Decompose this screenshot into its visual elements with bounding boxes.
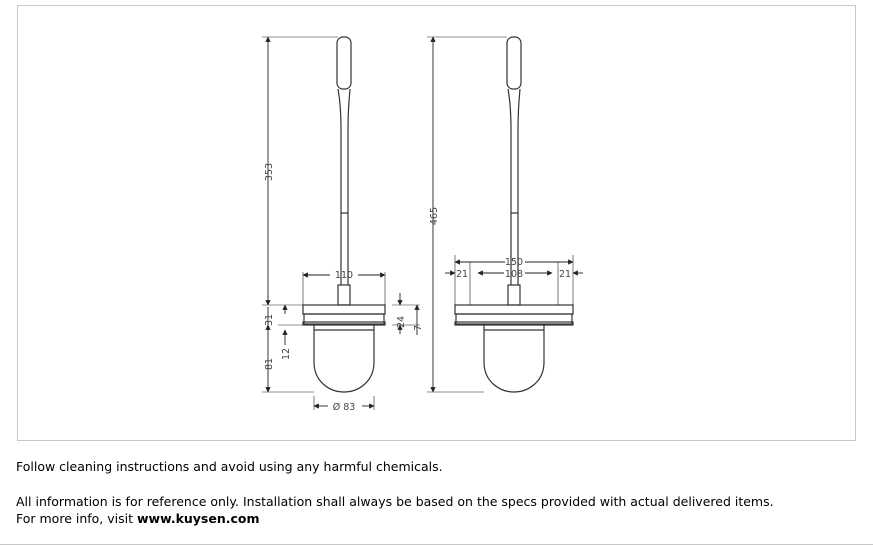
cleaning-note: Follow cleaning instructions and avoid using any harmful chemicals. bbox=[16, 459, 443, 474]
dim-353: 353 bbox=[264, 162, 275, 182]
left-view bbox=[303, 37, 385, 392]
dim-81: 81 bbox=[264, 357, 275, 371]
dim-dia-83: Ø 83 bbox=[332, 402, 356, 413]
dim-31: 31 bbox=[264, 313, 275, 327]
more-info-prefix: For more info, visit bbox=[16, 511, 137, 526]
right-dimensions bbox=[427, 37, 583, 392]
more-info-line bbox=[16, 510, 856, 527]
right-view bbox=[455, 37, 573, 392]
reference-note: All information is for reference only. Installation shall always be based on the specs provided with actual delivered items. bbox=[16, 494, 774, 509]
bottom-divider bbox=[0, 544, 873, 545]
dim-12: 12 bbox=[281, 347, 292, 361]
dim-465: 465 bbox=[429, 206, 440, 226]
dim-21-left: 21 bbox=[455, 269, 469, 280]
product-notes bbox=[16, 458, 856, 527]
dim-21-right: 21 bbox=[558, 269, 572, 280]
dim-108: 108 bbox=[504, 269, 524, 280]
dim-110: 110 bbox=[334, 270, 354, 281]
dim-7: 7 bbox=[413, 324, 424, 332]
website-link[interactable]: www.kuysen.com bbox=[136, 511, 260, 526]
dim-150: 150 bbox=[504, 257, 524, 268]
dim-24: 24 bbox=[396, 315, 407, 329]
